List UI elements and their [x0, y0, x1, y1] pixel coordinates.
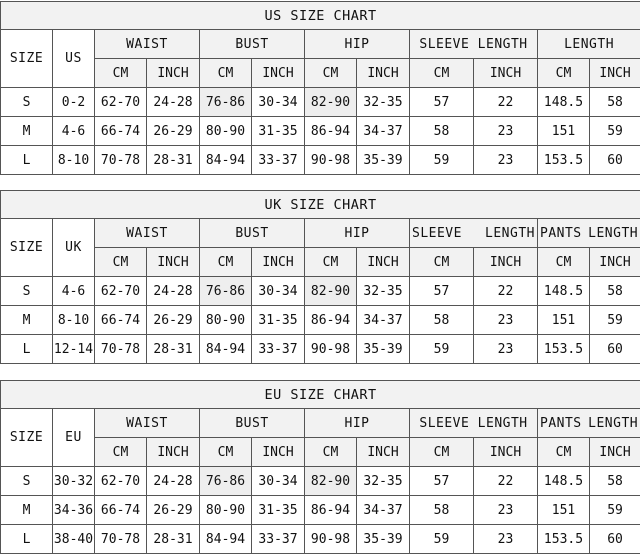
- hip-inch-cell: 32-35: [357, 277, 410, 306]
- size-header: SIZE: [1, 30, 53, 88]
- length-cm-cell: 153.5: [538, 146, 590, 175]
- unit-cm: CM: [305, 248, 357, 277]
- unit-inch: INCH: [147, 438, 200, 467]
- pants-label: PANTS: [540, 226, 582, 241]
- length-inch-cell: 59: [590, 496, 640, 525]
- unit-inch: INCH: [252, 59, 305, 88]
- region-size-cell: 8-10: [53, 306, 95, 335]
- bust-cm-cell: 84-94: [200, 146, 252, 175]
- length-label: LENGTH: [588, 416, 638, 431]
- hip-cm-cell: 82-90: [305, 277, 357, 306]
- hip-inch-cell: 34-37: [357, 117, 410, 146]
- table-row: [1, 467, 640, 496]
- length-inch-cell: 60: [590, 335, 640, 364]
- hip-inch-cell: 34-37: [357, 496, 410, 525]
- table-row: [1, 335, 640, 364]
- hip-cm-cell: 90-98: [305, 525, 357, 554]
- waist-inch-cell: 28-31: [147, 146, 200, 175]
- region-size-cell: 30-32: [53, 467, 95, 496]
- sleeve-cm-cell: 59: [410, 146, 474, 175]
- sleeve-cm-cell: 57: [410, 467, 474, 496]
- bust-cm-cell: 80-90: [200, 496, 252, 525]
- unit-inch: INCH: [590, 248, 640, 277]
- region-size-cell: 34-36: [53, 496, 95, 525]
- length-inch-cell: 58: [590, 277, 640, 306]
- hip-inch-cell: 35-39: [357, 335, 410, 364]
- waist-inch-cell: 24-28: [147, 88, 200, 117]
- waist-inch-cell: 26-29: [147, 117, 200, 146]
- hip-cm-cell: 86-94: [305, 496, 357, 525]
- table-row: [1, 146, 640, 175]
- length-cm-cell: 148.5: [538, 88, 590, 117]
- waist-inch-cell: 28-31: [147, 335, 200, 364]
- size-cell: M: [1, 117, 53, 146]
- waist-header: WAIST: [95, 219, 200, 248]
- bust-header: BUST: [200, 219, 305, 248]
- unit-cm: CM: [95, 438, 147, 467]
- sleeve-inch-cell: 22: [474, 277, 538, 306]
- size-cell: S: [1, 467, 53, 496]
- size-cell: L: [1, 335, 53, 364]
- unit-cm: CM: [305, 438, 357, 467]
- sleeve-inch-cell: 23: [474, 525, 538, 554]
- length-cm-cell: 151: [538, 496, 590, 525]
- hip-cm-cell: 86-94: [305, 117, 357, 146]
- size-cell: L: [1, 146, 53, 175]
- region-size-cell: 8-10: [53, 146, 95, 175]
- length-inch-cell: 59: [590, 306, 640, 335]
- waist-header: WAIST: [95, 409, 200, 438]
- waist-cm-cell: 70-78: [95, 525, 147, 554]
- length-cm-cell: 153.5: [538, 335, 590, 364]
- chart-title: EU SIZE CHART: [1, 381, 640, 409]
- length-inch-cell: 59: [590, 117, 640, 146]
- bust-inch-cell: 33-37: [252, 335, 305, 364]
- unit-cm: CM: [305, 59, 357, 88]
- table-row: [1, 306, 640, 335]
- size-table: [0, 1, 640, 175]
- unit-inch: INCH: [147, 248, 200, 277]
- hip-inch-cell: 35-39: [357, 525, 410, 554]
- pants-length-header: [538, 409, 640, 438]
- bust-inch-cell: 30-34: [252, 277, 305, 306]
- hip-cm-cell: 86-94: [305, 306, 357, 335]
- unit-cm: CM: [538, 248, 590, 277]
- waist-header: WAIST: [95, 30, 200, 59]
- length-inch-cell: 58: [590, 88, 640, 117]
- bust-inch-cell: 31-35: [252, 117, 305, 146]
- eu-size-chart: [0, 380, 640, 554]
- hip-header: HIP: [305, 30, 410, 59]
- sleeve-cm-cell: 57: [410, 88, 474, 117]
- length-header: LENGTH: [538, 30, 640, 59]
- bust-cm-cell: 80-90: [200, 117, 252, 146]
- sleeve-cm-cell: 59: [410, 335, 474, 364]
- sleeve-label: SLEEVE: [412, 226, 462, 241]
- sleeve-header: SLEEVE LENGTH: [410, 409, 538, 438]
- unit-cm: CM: [200, 438, 252, 467]
- waist-inch-cell: 24-28: [147, 277, 200, 306]
- waist-cm-cell: 66-74: [95, 306, 147, 335]
- length-inch-cell: 60: [590, 146, 640, 175]
- sleeve-inch-cell: 23: [474, 117, 538, 146]
- length-inch-cell: 60: [590, 525, 640, 554]
- sleeve-cm-cell: 58: [410, 306, 474, 335]
- bust-header: BUST: [200, 30, 305, 59]
- size-cell: S: [1, 277, 53, 306]
- waist-inch-cell: 28-31: [147, 525, 200, 554]
- region-size-cell: 4-6: [53, 277, 95, 306]
- bust-cm-cell: 76-86: [200, 467, 252, 496]
- unit-inch: INCH: [252, 438, 305, 467]
- sleeve-inch-cell: 23: [474, 335, 538, 364]
- size-cell: L: [1, 525, 53, 554]
- region-size-cell: 38-40: [53, 525, 95, 554]
- waist-cm-cell: 62-70: [95, 467, 147, 496]
- waist-cm-cell: 62-70: [95, 277, 147, 306]
- chart-title: UK SIZE CHART: [1, 191, 640, 219]
- region-size-cell: 4-6: [53, 117, 95, 146]
- unit-cm: CM: [200, 248, 252, 277]
- sleeve-cm-cell: 58: [410, 496, 474, 525]
- table-row: [1, 496, 640, 525]
- waist-cm-cell: 70-78: [95, 335, 147, 364]
- sleeve-inch-cell: 23: [474, 306, 538, 335]
- unit-cm: CM: [200, 59, 252, 88]
- us-size-chart: [0, 1, 640, 175]
- length-cm-cell: 151: [538, 306, 590, 335]
- bust-inch-cell: 33-37: [252, 146, 305, 175]
- table-row: [1, 117, 640, 146]
- hip-inch-cell: 32-35: [357, 467, 410, 496]
- unit-inch: INCH: [357, 248, 410, 277]
- hip-cm-cell: 90-98: [305, 146, 357, 175]
- sleeve-cm-cell: 57: [410, 277, 474, 306]
- region-size-cell: 12-14: [53, 335, 95, 364]
- unit-cm: CM: [410, 59, 474, 88]
- bust-cm-cell: 84-94: [200, 335, 252, 364]
- bust-inch-cell: 30-34: [252, 467, 305, 496]
- uk-size-chart: [0, 190, 640, 364]
- bust-inch-cell: 31-35: [252, 496, 305, 525]
- sleeve-header: SLEEVE LENGTH: [410, 30, 538, 59]
- sleeve-inch-cell: 23: [474, 146, 538, 175]
- waist-inch-cell: 26-29: [147, 496, 200, 525]
- unit-inch: INCH: [357, 438, 410, 467]
- hip-cm-cell: 82-90: [305, 467, 357, 496]
- size-header: SIZE: [1, 219, 53, 277]
- sleeve-inch-cell: 23: [474, 496, 538, 525]
- hip-cm-cell: 90-98: [305, 335, 357, 364]
- region-size-cell: 0-2: [53, 88, 95, 117]
- bust-cm-cell: 76-86: [200, 277, 252, 306]
- hip-inch-cell: 34-37: [357, 306, 410, 335]
- bust-header: BUST: [200, 409, 305, 438]
- unit-cm: CM: [538, 59, 590, 88]
- bust-inch-cell: 30-34: [252, 88, 305, 117]
- sleeve-cm-cell: 59: [410, 525, 474, 554]
- bust-inch-cell: 31-35: [252, 306, 305, 335]
- chart-title: US SIZE CHART: [1, 2, 640, 30]
- waist-inch-cell: 24-28: [147, 467, 200, 496]
- length-label: LENGTH: [588, 226, 638, 241]
- length-cm-cell: 151: [538, 117, 590, 146]
- size-table: [0, 380, 640, 554]
- unit-cm: CM: [95, 59, 147, 88]
- unit-cm: CM: [538, 438, 590, 467]
- hip-inch-cell: 35-39: [357, 146, 410, 175]
- sleeve-header: [410, 219, 538, 248]
- bust-cm-cell: 76-86: [200, 88, 252, 117]
- bust-cm-cell: 80-90: [200, 306, 252, 335]
- length-cm-cell: 148.5: [538, 277, 590, 306]
- unit-inch: INCH: [474, 59, 538, 88]
- region-header: US: [53, 30, 95, 88]
- unit-inch: INCH: [357, 59, 410, 88]
- pants-label: PANTS: [540, 416, 582, 431]
- region-header: UK: [53, 219, 95, 277]
- length-label: LENGTH: [485, 226, 535, 241]
- table-row: [1, 525, 640, 554]
- unit-inch: INCH: [590, 438, 640, 467]
- unit-inch: INCH: [147, 59, 200, 88]
- waist-cm-cell: 62-70: [95, 88, 147, 117]
- size-cell: S: [1, 88, 53, 117]
- sleeve-inch-cell: 22: [474, 88, 538, 117]
- waist-cm-cell: 66-74: [95, 496, 147, 525]
- unit-cm: CM: [410, 248, 474, 277]
- sleeve-cm-cell: 58: [410, 117, 474, 146]
- pants-length-header: [538, 219, 640, 248]
- length-cm-cell: 148.5: [538, 467, 590, 496]
- hip-header: HIP: [305, 409, 410, 438]
- unit-cm: CM: [95, 248, 147, 277]
- hip-header: HIP: [305, 219, 410, 248]
- size-header: SIZE: [1, 409, 53, 467]
- waist-inch-cell: 26-29: [147, 306, 200, 335]
- region-header: EU: [53, 409, 95, 467]
- bust-inch-cell: 33-37: [252, 525, 305, 554]
- table-row: [1, 277, 640, 306]
- size-cell: M: [1, 306, 53, 335]
- table-row: [1, 88, 640, 117]
- bust-cm-cell: 84-94: [200, 525, 252, 554]
- sleeve-inch-cell: 22: [474, 467, 538, 496]
- hip-cm-cell: 82-90: [305, 88, 357, 117]
- unit-cm: CM: [410, 438, 474, 467]
- size-table: [0, 190, 640, 364]
- hip-inch-cell: 32-35: [357, 88, 410, 117]
- unit-inch: INCH: [252, 248, 305, 277]
- length-cm-cell: 153.5: [538, 525, 590, 554]
- waist-cm-cell: 66-74: [95, 117, 147, 146]
- waist-cm-cell: 70-78: [95, 146, 147, 175]
- unit-inch: INCH: [474, 248, 538, 277]
- length-inch-cell: 58: [590, 467, 640, 496]
- size-cell: M: [1, 496, 53, 525]
- unit-inch: INCH: [474, 438, 538, 467]
- unit-inch: INCH: [590, 59, 640, 88]
